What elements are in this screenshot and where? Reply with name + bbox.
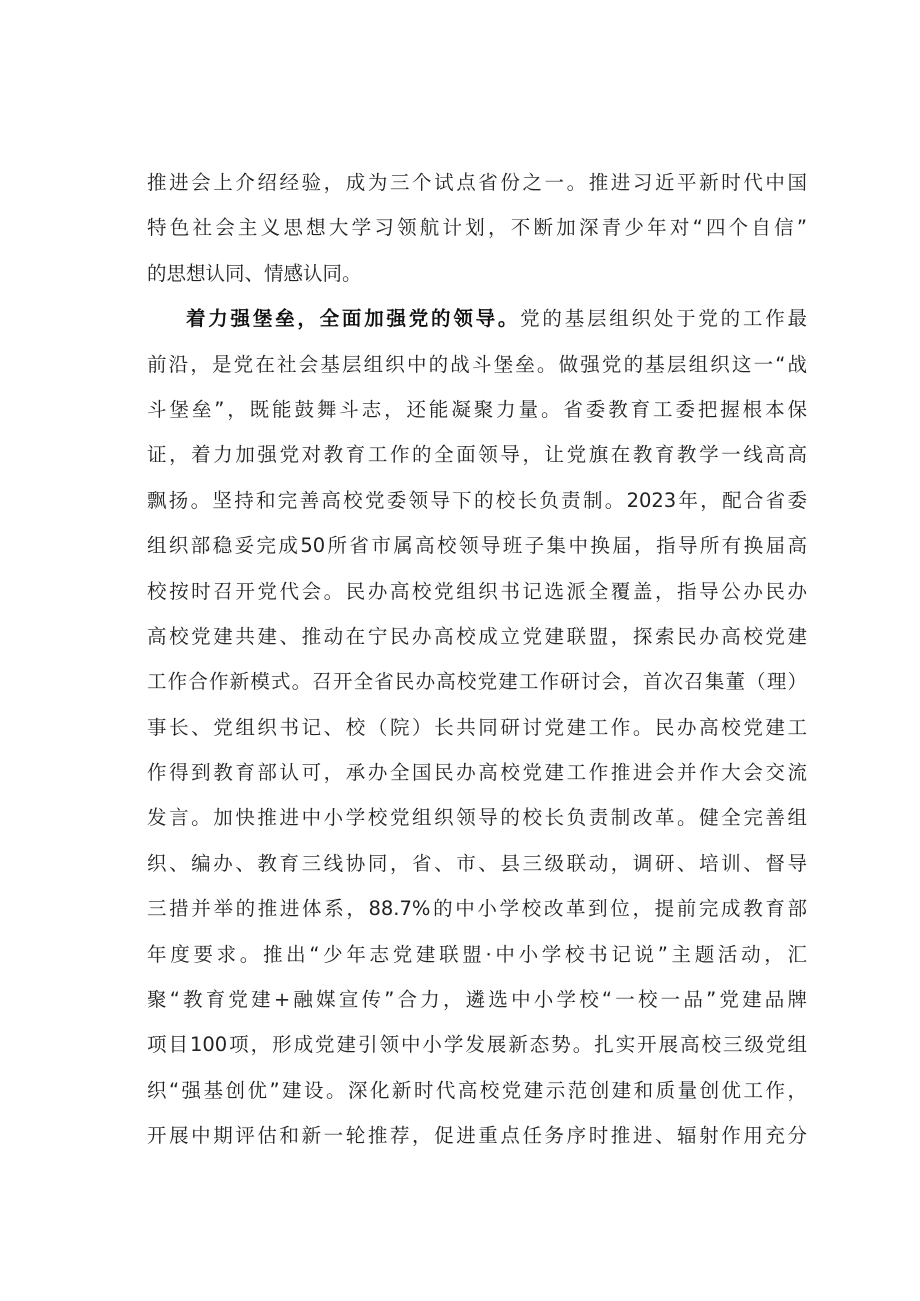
text-line: 飘扬。坚持和完善高校党委领导下的校长负责制。2023年，配合省委 — [147, 488, 807, 512]
text-line: 聚“教育党建+融媒宣传”合力，遴选中小学校“一校一品”党建品牌 — [147, 988, 807, 1012]
text-line: 三措并举的推进体系，88.7%的中小学校改革到位，提前完成教育部 — [147, 897, 807, 921]
text-line: 证，着力加强党对教育工作的全面领导，让党旗在教育教学一线高高 — [147, 443, 807, 467]
text-line: 前沿，是党在社会基层组织中的战斗堡垒。做强党的基层组织这一“战 — [147, 352, 807, 376]
document-body — [147, 160, 807, 1159]
heading-continuation: 党的基层组织处于党的工作最 — [520, 307, 807, 331]
text-line: 发言。加快推进中小学校党组织领导的校长负责制改革。健全完善组 — [147, 806, 807, 830]
text-line: 的思想认同、情感认同。 — [147, 261, 362, 285]
text-line: 特色社会主义思想大学习领航计划，不断加深青少年对“四个自信” — [147, 216, 807, 240]
text-line: 织、编办、教育三线协同，省、市、县三级联动，调研、培训、督导 — [147, 851, 807, 875]
text-line: 作得到教育部认可，承办全国民办高校党建工作推进会并作大会交流 — [147, 761, 807, 785]
text-line: 年度要求。推出“少年志党建联盟·中小学校书记说”主题活动，汇 — [147, 942, 807, 966]
text-line: 事长、党组织书记、校（院）长共同研讨党建工作。民办高校党建工 — [147, 715, 807, 739]
text-line: 组织部稳妥完成50所省市属高校领导班子集中换届，指导所有换届高 — [147, 534, 807, 558]
text-line: 推进会上介绍经验，成为三个试点省份之一。推进习近平新时代中国 — [147, 171, 807, 194]
text-line: 校按时召开党代会。民办高校党组织书记选派全覆盖，指导公办民办 — [147, 579, 807, 603]
text-line: 工作合作新模式。召开全省民办高校党建工作研讨会，首次召集董（理） — [147, 670, 807, 694]
text-line: 斗堡垒”，既能鼓舞斗志，还能凝聚力量。省委教育工委把握根本保 — [147, 397, 807, 421]
paragraph-1 — [147, 160, 807, 296]
text-line: 项目100项，形成党建引领中小学发展新态势。扎实开展高校三级党组 — [147, 1033, 807, 1057]
text-line: 开展中期评估和新一轮推荐，促进重点任务序时推进、辐射作用充分 — [147, 1124, 807, 1148]
paragraph-heading: 着力强堡垒，全面加强党的领导。 — [186, 307, 521, 331]
text-line: 高校党建共建、推动在宁民办高校成立党建联盟，探索民办高校党建 — [147, 624, 807, 648]
text-line: 织“强基创优”建设。深化新时代高校党建示范创建和质量创优工作， — [147, 1078, 807, 1102]
paragraph-first-line — [147, 296, 807, 341]
paragraph-2 — [147, 296, 807, 1158]
